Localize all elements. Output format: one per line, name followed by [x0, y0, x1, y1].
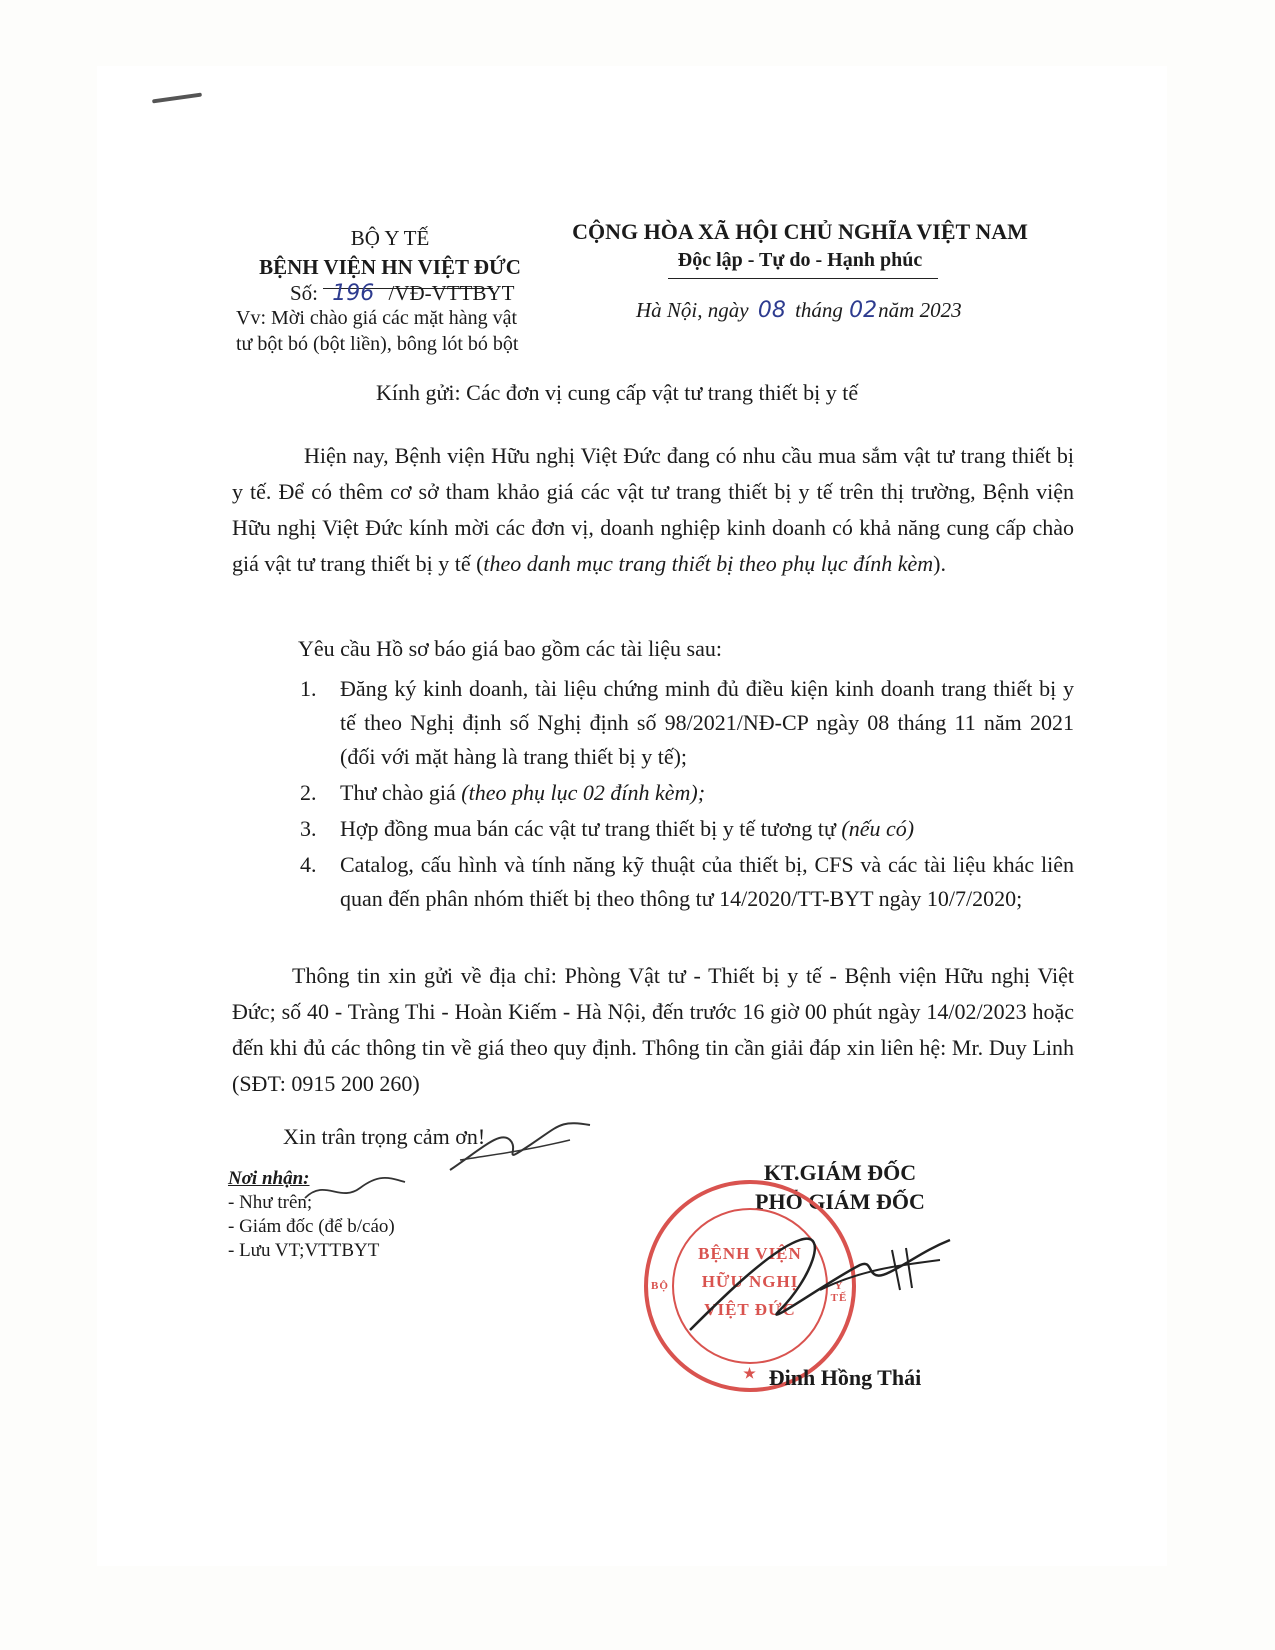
date-prefix: Hà Nội, ngày	[636, 298, 749, 322]
recipient-item: - Giám đốc (để b/cáo)	[228, 1216, 395, 1237]
stamp-line-1: BỆNH VIỆN	[698, 1244, 802, 1263]
date-month-handwritten: 02	[849, 298, 878, 323]
list-item: 2. Thư chào giá (theo phụ lục 02 đính kèm);	[300, 780, 706, 805]
signer-name: Đinh Hồng Thái	[768, 1365, 922, 1390]
body-paragraph-2: Thông tin xin gửi về địa chỉ: Phòng Vật tư - Thiết bị y tế - Bệnh viện Hữu nghị Việt Đức; số 40 - Tràng Thi - Hoàn Kiếm - Hà Nội, đến trước 16 giờ 00 phút ngày 14/02/2023 hoặc đến khi đủ các thông tin về giá theo quy định. Thông tin cần giải đáp xin liên hệ: Mr. Duy Linh (SĐT: 0915 200 260)	[232, 963, 1074, 1096]
stamp-line-2: HỮU NGHỊ	[701, 1272, 799, 1291]
para1-italic: theo danh mục trang thiết bị theo phụ lục đính kèm	[483, 551, 934, 576]
para1-text: Hiện nay, Bệnh viện Hữu nghị Việt Đức đang có nhu cầu mua sắm vật tư trang thiết bị y tế. Để có thêm cơ sở tham khảo giá các vật tư trang thiết bị y tế trên thị trường, Bệnh viện Hữu nghị Việt Đức kính mời các đơn vị, doanh nghiệp kinh doanh có khả năng cung cấp chào giá vật tư trang thiết bị y tế (	[232, 443, 1074, 576]
nation-title: CỘNG HÒA XÃ HỘI CHỦ NGHĨA VIỆT NAM	[572, 219, 1028, 244]
requirements-list	[300, 672, 1074, 918]
so-label: Số:	[290, 281, 319, 305]
list-item: 1. Đăng ký kinh doanh, tài liệu chứng minh đủ điều kiện kinh doanh trang thiết bị y tế theo Nghị định số Nghị định số 98/2021/NĐ-CP ngày 08 tháng 11 năm 2021 (đối với mặt hàng là trang thiết bị y tế);	[300, 676, 1074, 769]
signer-position-2: PHÓ GIÁM ĐỐC	[755, 1189, 925, 1214]
motto-underline	[668, 278, 938, 280]
initials-scribble	[440, 1110, 600, 1180]
recipient-line: Kính gửi: Các đơn vị cung cấp vật tư trang thiết bị y tế	[376, 380, 859, 405]
recipient-item: - Như trên;	[228, 1192, 313, 1213]
body-paragraph-1	[232, 438, 1074, 582]
list-item: 3. Hợp đồng mua bán các vật tư trang thiết bị y tế tương tự (nếu có)	[300, 816, 915, 841]
stamp-ring-left: BỘ	[651, 1280, 669, 1292]
date-day-handwritten: 08	[757, 298, 786, 323]
letter-date	[636, 298, 962, 323]
closing-thanks: Xin trân trọng cảm ơn!	[283, 1124, 486, 1149]
date-year: năm 2023	[878, 298, 962, 322]
stamp-ring-right: Y TẾ	[830, 1280, 848, 1304]
subject-line-2: tư bột bó (bột liền), bông lót bó bột	[236, 333, 519, 355]
requirements-intro: Yêu cầu Hồ sơ báo giá bao gồm các tài liệu sau:	[298, 636, 722, 661]
national-motto: Độc lập - Tự do - Hạnh phúc	[677, 249, 923, 271]
noi-nhan-title: Nơi nhận:	[228, 1168, 310, 1189]
subject-line-1: Vv: Mời chào giá các mặt hàng vật	[236, 307, 518, 329]
list-item: 4. Catalog, cấu hình và tính năng kỹ thuật của thiết bị, CFS và các tài liệu khác liên quan đến phân nhóm thiết bị theo thông tư 14/2020/TT-BYT ngày 10/7/2020;	[300, 852, 1074, 911]
date-month-word: tháng	[795, 298, 843, 322]
hospital-name: BỆNH VIỆN HN VIỆT ĐỨC	[259, 255, 521, 279]
document-number	[290, 281, 515, 306]
ministry-name: BỘ Y TẾ	[350, 226, 430, 250]
para1-end: ).	[933, 551, 946, 576]
stamp-star-icon: ★	[743, 1367, 757, 1382]
signer-position-1: KT.GIÁM ĐỐC	[763, 1160, 917, 1185]
director-signature	[660, 1210, 960, 1350]
recipient-item: - Lưu VT;VTTBYT	[228, 1240, 380, 1261]
so-suffix: /VĐ-VTTBYT	[388, 281, 515, 305]
stamp-line-3: VIỆT ĐỨC	[704, 1300, 796, 1319]
recipients-scribble	[300, 1168, 410, 1208]
so-number-handwritten: 196	[332, 281, 375, 306]
